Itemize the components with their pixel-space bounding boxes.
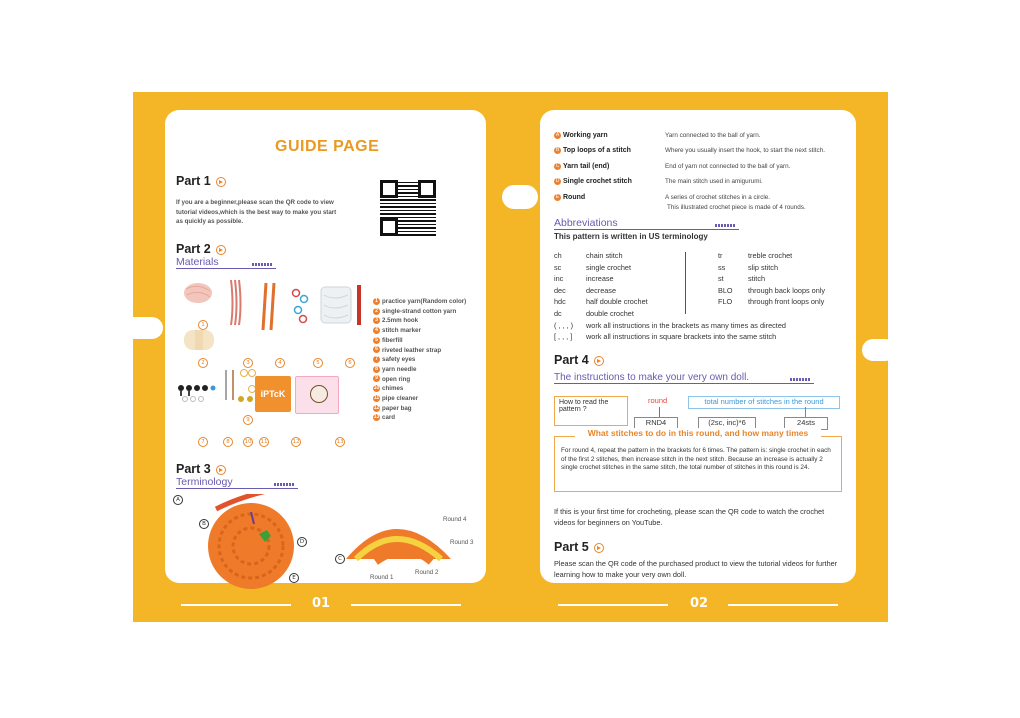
term-badge: B [555,147,560,153]
material-number: 10 [244,439,252,445]
guide-title: GUIDE PAGE [275,138,380,155]
fiberfill-icon [321,287,351,323]
crochet-diagram [171,494,474,594]
term-key: Single crochet stitch [563,178,632,185]
arrow-right-icon [594,543,604,553]
list-item: 4 stitch marker [373,326,466,336]
left-page [133,92,510,622]
term-row [554,163,790,170]
open-ring-icon [241,370,256,393]
part5-text: Please scan the QR code of the purchased product to view the tutorial videos for further learning how to make your very own doll. [554,559,838,579]
term-row [554,147,825,154]
abbreviations-link[interactable]: Abbreviations [554,217,739,230]
first-time-text: If this is your first time for crocheting, please scan the QR code to watch the crochet videos for beginners on YouTube. [554,507,825,527]
material-number: 8 [223,437,233,447]
part2-heading [176,242,226,256]
list-item: ss slip stitch [718,262,779,272]
term-badge: A [555,132,560,138]
term-row [554,178,763,185]
crochet-profile-illustration [346,529,451,562]
materials-list [373,297,466,423]
term-value: A series of crochet stitches in a circle. [665,194,770,201]
arrow-right-icon [216,245,226,255]
part5-heading [554,540,604,554]
howto-pattern: (2sc, inc)*6 [698,417,756,430]
material-number: 5 [313,358,323,368]
term-value: End of yarn not connected to the ball of yarn. [665,163,791,170]
page-number: 02 [690,596,709,611]
what-stitches-text: For round 4, repeat the pattern in the brackets for 6 times. The pattern is: single crochet in each of the first 2 stitches, then increase stitch in the next stitch. Because an increase is actually 2 single crochet stitches in the same stitch, the total number of stitches in this round is 24. [561,447,831,472]
footer-line [558,604,668,606]
term-value: Yarn connected to the ball of yarn. [665,132,761,139]
part3-title: Part 3 [176,462,211,476]
cloud-decoration [862,339,896,361]
material-number: 9 [243,415,253,425]
what-stitches-box [554,428,842,492]
arrow-right-icon [216,177,226,187]
list-item: 9 open ring [373,375,466,385]
material-number: 13 [336,439,344,445]
term-row [554,194,770,201]
diagram-label-c: C [335,554,345,564]
part4-instructions-link[interactable]: The instructions to make your very own doll. [554,372,814,384]
list-item: hdc half double crochet [554,297,648,307]
material-number: 3 [243,358,253,368]
list-item: ( , , , ) work all instructions in the brackets as many times as directed [554,320,786,330]
pattern-card [295,376,339,414]
list-item: 1 practice yarn(Random color) [373,297,466,307]
howto-connector [659,407,660,417]
brand-paper-bag: iPTcK [255,376,291,412]
term-badge: C [555,163,560,169]
footer-line [728,604,838,606]
footer-line [351,604,461,606]
term-row [554,132,760,139]
material-number: 11 [260,439,268,445]
part1-text: If you are a beginner,please scan the QR code to view tutorial videos,which is the best way to make you start as quickly as possible. [176,199,337,225]
pink-yarn-coil-icon [231,280,241,325]
round-label: Round 1 [370,574,394,581]
material-number: 4 [275,358,285,368]
term-key: Top loops of a stitch [563,147,631,154]
list-item: 5 fiberfill [373,336,466,346]
diagram-label-a: A [173,495,183,505]
term-key: Round [563,194,586,201]
material-number: 7 [198,437,208,447]
list-item: sc single crochet [554,262,632,272]
stitch-marker-icon [293,290,308,323]
right-page-card [540,110,856,583]
part5-title: Part 5 [554,540,589,554]
material-number: 12 [292,439,300,445]
list-item: 13 card [373,414,396,422]
left-page-card [165,110,486,583]
part2-title: Part 2 [176,242,211,256]
diagram-label-d: D [297,537,307,547]
abbr-right-list [718,250,825,308]
list-item: FLO through front loops only [718,297,825,307]
term-key: Yarn tail (end) [563,163,610,170]
part4-heading [554,353,604,367]
part4-title: Part 4 [554,353,589,367]
part3-heading [176,462,226,476]
round-label: Round 2 [415,569,439,576]
list-item: 10 chimes [373,385,404,393]
list-item: tr treble crochet [718,251,793,260]
material-number: 2 [198,358,208,368]
cloud-decoration [502,185,538,209]
howto-connector [805,407,806,417]
abbr-divider [685,252,686,314]
yarn-needle-icon [226,370,233,400]
footer-line [181,604,291,606]
list-item: BLO through back loops only [718,285,826,295]
list-item: dec decrease [554,285,617,295]
list-item: dc double crochet [554,308,634,318]
list-item: st stitch [718,274,766,284]
diagram-label-e: E [289,573,299,583]
list-item: 11 pipe cleaner [373,394,419,403]
term-badge: D [555,178,560,184]
materials-link[interactable]: Materials [176,256,276,269]
list-item: ch chain stitch [554,251,623,260]
term-badge: E [555,194,560,200]
round-note: This illustrated crochet piece is made of 4 rounds. [667,204,806,211]
term-value: Where you usually insert the hook, to start the next stitch. [665,147,825,154]
cloud-decoration [123,317,163,339]
how-to-read-box: How to read the pattern ? [554,396,628,426]
right-page [510,92,888,622]
howto-sts: 24sts [784,417,828,430]
diagram-label-b: B [199,519,209,529]
list-item: 8 yarn needle [373,365,466,375]
howto-round-label: round [648,396,668,405]
what-stitches-title: What stitches to do in this round, and how many times [575,428,821,438]
arrow-right-icon [594,356,604,366]
yarn-skein-icon [184,283,214,350]
part1-title: Part 1 [176,174,211,188]
material-number: 6 [345,358,355,368]
list-item: 12 paper bag [373,404,412,412]
list-item: 6 riveted leather strap [373,346,466,356]
list-item: 2 single-strand cotton yarn [373,307,466,317]
term-key: Working yarn [563,132,608,139]
round-label: Round 3 [450,539,474,546]
leather-strap-icon [357,285,361,325]
abbr-subtitle: This pattern is written in US terminology [554,232,708,241]
part1-heading [176,174,226,188]
qr-code[interactable] [380,180,436,236]
howto-total-label: total number of stitches in the round [688,396,840,409]
howto-rnd: RND4 [634,417,678,430]
safety-eyes-icon [178,385,216,402]
terminology-link[interactable]: Terminology [176,476,298,489]
list-item: [ , , , ] work all instructions in square brackets into the same stitch [554,332,777,342]
list-item: 3 2.5mm hook [373,316,466,326]
page-number: 01 [312,596,331,611]
list-item: 7 safety eyes [373,355,466,365]
crochet-hook-icon [263,283,274,330]
dog-icon [310,385,328,403]
crochet-circle-illustration [208,494,336,589]
chimes-icon [238,396,253,402]
material-number: 1 [198,320,208,330]
round-label: Round 4 [443,516,467,523]
arrow-right-icon [216,465,226,475]
term-value: The main stitch used in amigurumi. [665,178,763,185]
list-item: inc increase [554,274,614,284]
